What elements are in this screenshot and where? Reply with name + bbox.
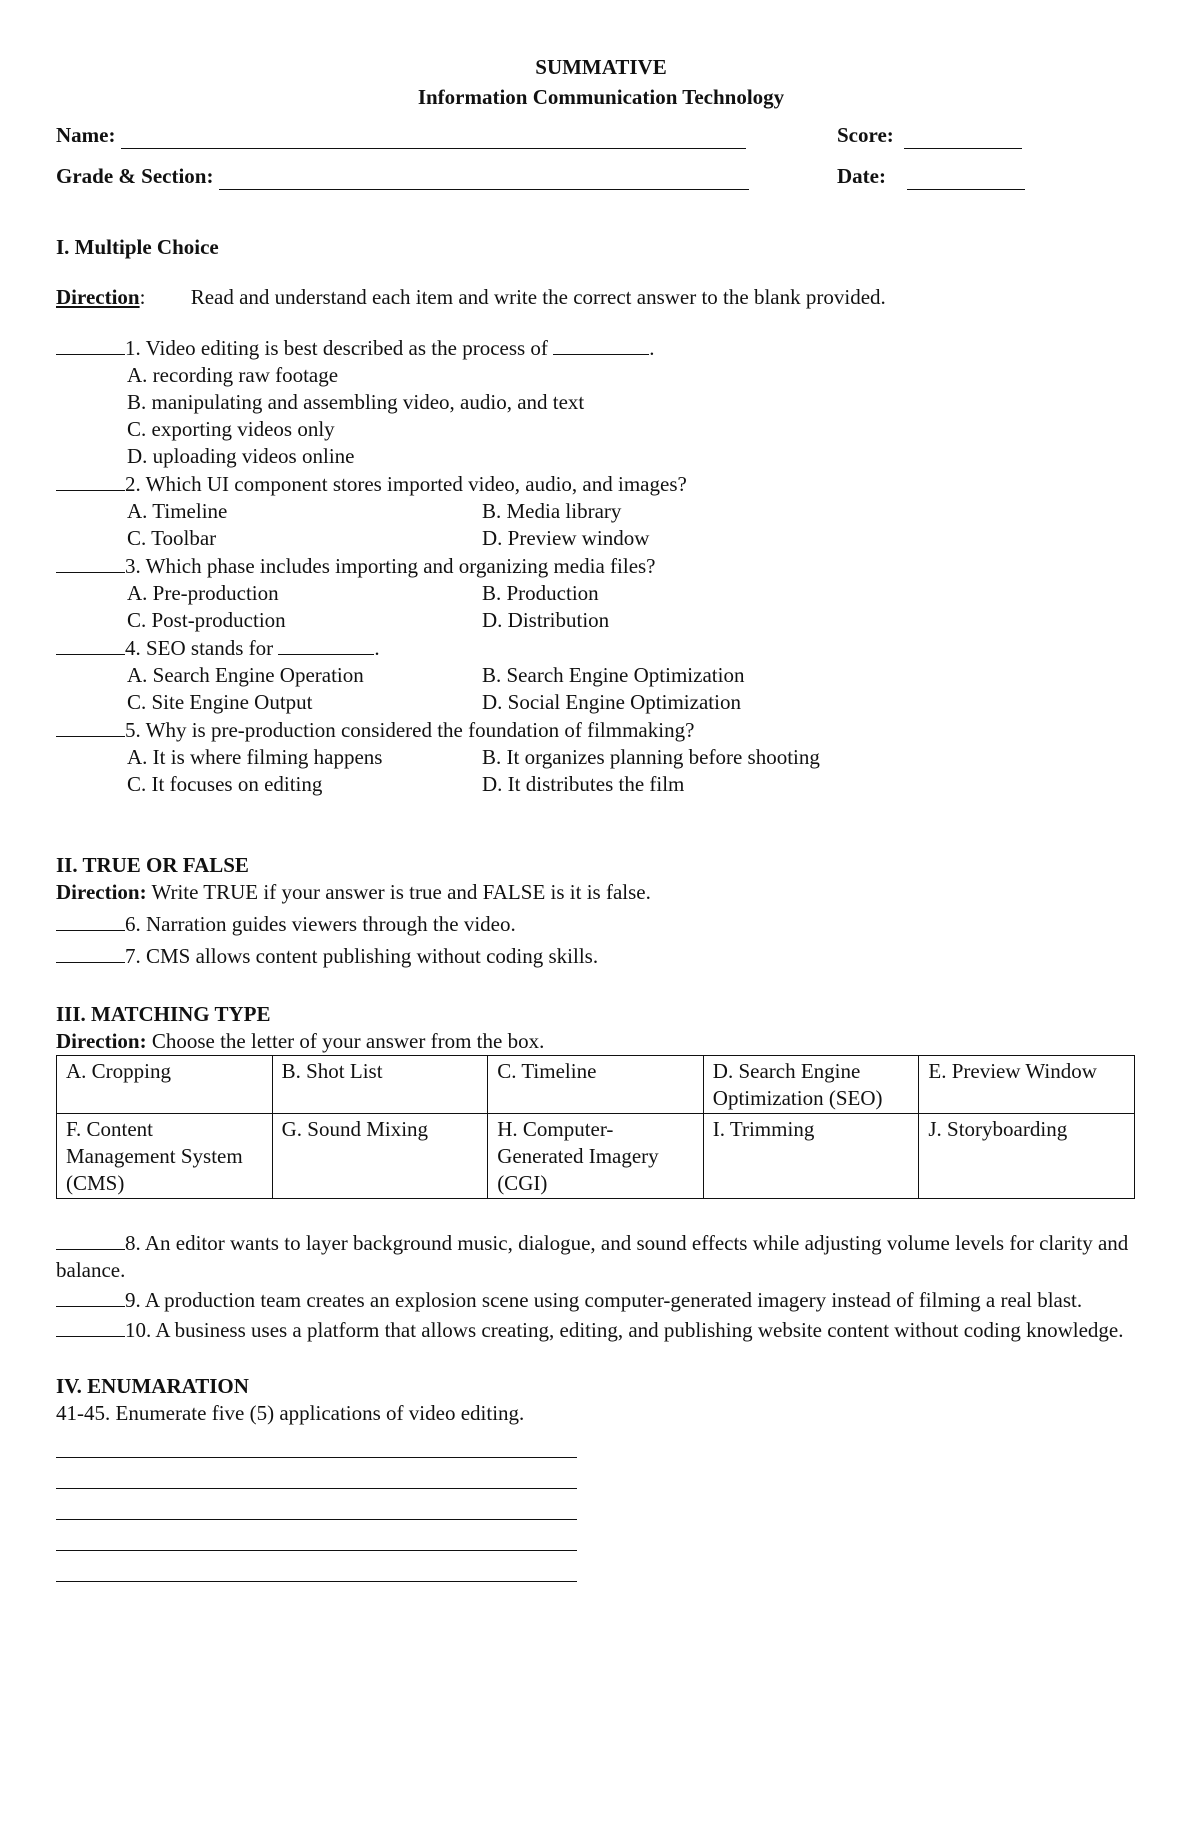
part2-title: II. TRUE OR FALSE (56, 853, 249, 877)
enumeration-answer-line[interactable] (56, 1551, 577, 1582)
part2-direction (56, 879, 1146, 906)
question-2-text: 2. Which UI component stores imported video, audio, and images? (125, 472, 687, 496)
answer-blank-9[interactable] (56, 1286, 125, 1307)
exam-page (56, 52, 1146, 1582)
fill-blank-4 (278, 636, 374, 655)
question-5 (56, 716, 1146, 744)
q4-options-row2 (56, 689, 1146, 716)
q2-option-a: A. Timeline (127, 499, 228, 523)
q4-options-row1 (56, 662, 1146, 689)
enumeration-answer-line[interactable] (56, 1520, 577, 1551)
choice-cell: E. Preview Window (919, 1056, 1135, 1114)
question-3 (56, 552, 1146, 580)
q1-option-b: B. manipulating and assembling video, audio, and text (127, 390, 585, 414)
part4-instruction: 41-45. Enumerate five (5) applications of video editing. (56, 1401, 525, 1425)
date-label: Date: (837, 164, 886, 188)
grade-section-field[interactable] (219, 167, 749, 190)
part1-title: I. Multiple Choice (56, 235, 219, 259)
answer-blank-6[interactable] (56, 910, 125, 931)
part4-title: IV. ENUMARATION (56, 1374, 249, 1398)
choice-cell: A. Cropping (57, 1056, 273, 1114)
q5-option-a: A. It is where filming happens (127, 745, 383, 769)
answer-blank-4[interactable] (56, 634, 125, 655)
q2-options-row1 (56, 498, 1146, 525)
q3-option-b: B. Production (482, 581, 599, 605)
question-6-text: 6. Narration guides viewers through the video. (125, 912, 516, 936)
part3-direction-label: Direction: (56, 1029, 147, 1053)
question-5-text: 5. Why is pre-production considered the foundation of filmmaking? (125, 718, 695, 742)
score-field[interactable] (904, 126, 1022, 149)
q5-option-d: D. It distributes the film (482, 772, 685, 796)
enumeration-answer-line[interactable] (56, 1458, 577, 1489)
q4-option-c: C. Site Engine Output (127, 690, 313, 714)
question-3-text: 3. Which phase includes importing and organizing media files? (125, 554, 656, 578)
answer-blank-10[interactable] (56, 1316, 125, 1337)
matching-choices-table (56, 1055, 1135, 1199)
answer-blank-2[interactable] (56, 470, 125, 491)
question-4-end: . (374, 636, 380, 660)
question-2 (56, 470, 1146, 498)
q2-options-row2 (56, 525, 1146, 552)
question-7-text: 7. CMS allows content publishing without coding skills. (125, 944, 599, 968)
question-9 (56, 1286, 1146, 1314)
grade-section-label: Grade & Section: (56, 164, 214, 188)
score-label: Score: (837, 123, 894, 147)
date-field[interactable] (907, 167, 1025, 190)
choice-cell: G. Sound Mixing (272, 1114, 488, 1199)
q2-option-b: B. Media library (482, 499, 622, 523)
q3-option-a: A. Pre-production (127, 581, 279, 605)
q1-option-c: C. exporting videos only (127, 417, 335, 441)
choice-cell: B. Shot List (272, 1056, 488, 1114)
question-1 (56, 334, 1146, 362)
q5-option-c: C. It focuses on editing (127, 772, 323, 796)
part3-title: III. MATCHING TYPE (56, 1002, 271, 1026)
exam-title: SUMMATIVE (535, 55, 667, 79)
q3-options-row2 (56, 607, 1146, 634)
q5-options-row2 (56, 771, 1146, 798)
part2-direction-label: Direction: (56, 880, 147, 904)
part1-direction-label: Direction (56, 285, 140, 309)
q4-option-b: B. Search Engine Optimization (482, 663, 745, 687)
choice-cell: F. Content Management System (CMS) (57, 1114, 273, 1199)
choice-cell: H. Computer-Generated Imagery (CGI) (488, 1114, 704, 1199)
question-9-text: 9. A production team creates an explosion scene using computer-generated imagery instead of filming a real blast. (125, 1288, 1083, 1312)
grade-date-row (56, 163, 1146, 204)
q3-options-row1 (56, 580, 1146, 607)
question-10-text: 10. A business uses a platform that allows creating, editing, and publishing website content without coding knowledge. (125, 1318, 1124, 1342)
question-7 (56, 942, 1146, 970)
question-10 (56, 1316, 1146, 1344)
fill-blank-1 (553, 336, 649, 355)
choice-cell: D. Search Engine Optimization (SEO) (703, 1056, 919, 1114)
answer-blank-8[interactable] (56, 1229, 125, 1250)
name-label: Name: (56, 123, 116, 147)
question-8 (56, 1229, 1146, 1284)
name-field[interactable] (121, 126, 746, 149)
q2-option-c: C. Toolbar (127, 526, 217, 550)
q1-option-a: A. recording raw footage (127, 363, 339, 387)
q2-option-d: D. Preview window (482, 526, 650, 550)
part3-direction-text: Choose the letter of your answer from the box. (146, 1029, 545, 1053)
question-4-text: 4. SEO stands for (125, 636, 279, 660)
q5-option-b: B. It organizes planning before shooting (482, 745, 820, 769)
part1-direction-text: Read and understand each item and write the correct answer to the blank provided. (190, 285, 886, 309)
choice-cell: C. Timeline (488, 1056, 704, 1114)
name-score-row (56, 122, 1146, 163)
question-1-text: 1. Video editing is best described as the process of (125, 336, 554, 360)
enumeration-answer-line[interactable] (56, 1427, 577, 1458)
question-1-end: . (649, 336, 655, 360)
q5-options-row1 (56, 744, 1146, 771)
q3-option-d: D. Distribution (482, 608, 610, 632)
answer-blank-3[interactable] (56, 552, 125, 573)
part2-direction-text: Write TRUE if your answer is true and FALSE is it is false. (146, 880, 651, 904)
q1-option-d: D. uploading videos online (127, 444, 355, 468)
answer-blank-1[interactable] (56, 334, 125, 355)
table-row (57, 1056, 1135, 1114)
q3-option-c: C. Post-production (127, 608, 286, 632)
part3-direction (56, 1028, 1146, 1055)
question-6 (56, 910, 1146, 938)
table-row (57, 1114, 1135, 1199)
enumeration-answer-line[interactable] (56, 1489, 577, 1520)
q4-option-a: A. Search Engine Operation (127, 663, 364, 687)
answer-blank-5[interactable] (56, 716, 125, 737)
part1-direction: Direction: Read and understand each item and write the correct answer to the blank provided. (56, 285, 886, 309)
choice-cell: J. Storyboarding (919, 1114, 1135, 1199)
answer-blank-7[interactable] (56, 942, 125, 963)
exam-subject: Information Communication Technology (417, 85, 785, 109)
question-8-text: 8. An editor wants to layer background music, dialogue, and sound effects while adjusting volume levels for clarity and balance. (56, 1231, 1129, 1282)
question-4 (56, 634, 1146, 662)
q4-option-d: D. Social Engine Optimization (482, 690, 741, 714)
choice-cell: I. Trimming (703, 1114, 919, 1199)
